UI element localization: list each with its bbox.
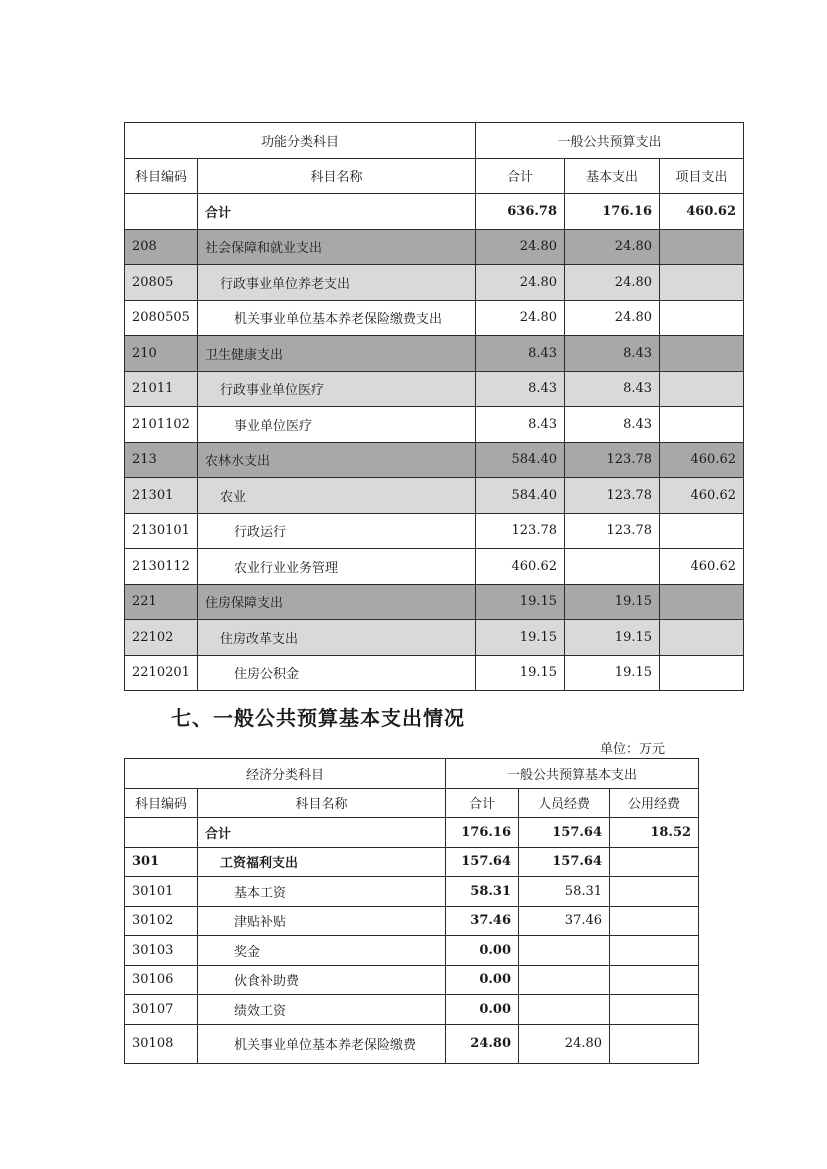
- row-basic: [565, 549, 660, 585]
- row-basic: 8.43: [565, 336, 660, 372]
- row-project: [660, 300, 744, 336]
- col-total: 合计: [446, 788, 519, 818]
- row-basic: 24.80: [565, 229, 660, 265]
- table-row: [125, 936, 699, 966]
- table-header-row: [125, 123, 744, 159]
- table-row: [125, 877, 699, 907]
- row-name: 农林水支出: [198, 442, 476, 478]
- table-row: [125, 229, 744, 265]
- table-row: [125, 1024, 699, 1063]
- row-total: 584.40: [476, 478, 565, 514]
- total-code: [125, 194, 198, 230]
- row-name: 住房公积金: [198, 655, 476, 691]
- row-personnel: 24.80: [519, 1024, 610, 1063]
- row-total: 19.15: [476, 584, 565, 620]
- row-public: [610, 877, 699, 907]
- total-total: 176.16: [446, 818, 519, 848]
- total-total: 636.78: [476, 194, 565, 230]
- row-total: 0.00: [446, 965, 519, 995]
- row-name: 津贴补贴: [198, 906, 446, 936]
- row-basic: 8.43: [565, 371, 660, 407]
- row-total: 24.80: [476, 265, 565, 301]
- row-basic: 19.15: [565, 584, 660, 620]
- total-basic: 176.16: [565, 194, 660, 230]
- row-code: 21011: [125, 371, 198, 407]
- row-public: [610, 995, 699, 1025]
- row-basic: 19.15: [565, 620, 660, 656]
- header-general-basic-expense: 一般公共预算基本支出: [446, 759, 699, 789]
- row-basic: 123.78: [565, 513, 660, 549]
- row-project: [660, 336, 744, 372]
- functional-budget-table: [124, 122, 744, 691]
- row-code: 30103: [125, 936, 198, 966]
- row-total: 0.00: [446, 936, 519, 966]
- row-project: [660, 513, 744, 549]
- row-project: 460.62: [660, 442, 744, 478]
- total-name: 合计: [198, 194, 476, 230]
- row-total: 24.80: [476, 300, 565, 336]
- row-name: 绩效工资: [198, 995, 446, 1025]
- row-name: 行政事业单位医疗: [198, 371, 476, 407]
- row-project: [660, 407, 744, 443]
- table-row: [125, 300, 744, 336]
- row-code: 210: [125, 336, 198, 372]
- row-name: 卫生健康支出: [198, 336, 476, 372]
- row-code: 2210201: [125, 655, 198, 691]
- row-personnel: [519, 936, 610, 966]
- col-personnel: 人员经费: [519, 788, 610, 818]
- table-row: [125, 995, 699, 1025]
- row-name: 伙食补助费: [198, 965, 446, 995]
- table-row: [125, 336, 744, 372]
- row-name: 住房改革支出: [198, 620, 476, 656]
- header-general-budget-expense: 一般公共预算支出: [476, 123, 744, 159]
- row-code: 22102: [125, 620, 198, 656]
- row-code: 208: [125, 229, 198, 265]
- row-code: 20805: [125, 265, 198, 301]
- row-total: 8.43: [476, 407, 565, 443]
- row-name: 农业行业业务管理: [198, 549, 476, 585]
- row-personnel: 58.31: [519, 877, 610, 907]
- row-personnel: 37.46: [519, 906, 610, 936]
- row-personnel: [519, 995, 610, 1025]
- row-basic: 24.80: [565, 300, 660, 336]
- row-code: 2130101: [125, 513, 198, 549]
- header-economic-category: 经济分类科目: [125, 759, 446, 789]
- row-name: 机关事业单位基本养老保险缴费支出: [198, 300, 476, 336]
- total-project: 460.62: [660, 194, 744, 230]
- row-name: 行政事业单位养老支出: [198, 265, 476, 301]
- col-code: 科目编码: [125, 788, 198, 818]
- total-name: 合计: [198, 818, 446, 848]
- row-total: 123.78: [476, 513, 565, 549]
- row-basic: 123.78: [565, 478, 660, 514]
- row-name: 事业单位医疗: [198, 407, 476, 443]
- row-code: 301: [125, 847, 198, 877]
- row-project: [660, 265, 744, 301]
- table-column-row: [125, 788, 699, 818]
- total-code: [125, 818, 198, 848]
- table-row: [125, 906, 699, 936]
- row-code: 2101102: [125, 407, 198, 443]
- row-project: 460.62: [660, 478, 744, 514]
- row-code: 221: [125, 584, 198, 620]
- row-public: [610, 965, 699, 995]
- col-public: 公用经费: [610, 788, 699, 818]
- row-total: 24.80: [476, 229, 565, 265]
- row-name: 工资福利支出: [198, 847, 446, 877]
- row-basic: 123.78: [565, 442, 660, 478]
- table-header-row: [125, 759, 699, 789]
- row-name: 奖金: [198, 936, 446, 966]
- total-public: 18.52: [610, 818, 699, 848]
- row-name: 行政运行: [198, 513, 476, 549]
- row-total: 8.43: [476, 371, 565, 407]
- table-row: [125, 847, 699, 877]
- row-total: 37.46: [446, 906, 519, 936]
- table-column-row: [125, 158, 744, 194]
- row-code: 30101: [125, 877, 198, 907]
- row-project: [660, 655, 744, 691]
- total-row: [125, 194, 744, 230]
- table-row: [125, 620, 744, 656]
- row-project: [660, 371, 744, 407]
- row-code: 2080505: [125, 300, 198, 336]
- table-row: [125, 407, 744, 443]
- table-row: [125, 478, 744, 514]
- row-project: [660, 620, 744, 656]
- header-functional-category: 功能分类科目: [125, 123, 476, 159]
- row-total: 58.31: [446, 877, 519, 907]
- row-name: 基本工资: [198, 877, 446, 907]
- col-total: 合计: [476, 158, 565, 194]
- row-public: [610, 847, 699, 877]
- row-name: 社会保障和就业支出: [198, 229, 476, 265]
- total-row: [125, 818, 699, 848]
- col-code: 科目编码: [125, 158, 198, 194]
- row-project: [660, 229, 744, 265]
- row-public: [610, 906, 699, 936]
- row-public: [610, 1024, 699, 1063]
- row-personnel: [519, 965, 610, 995]
- row-personnel: 157.64: [519, 847, 610, 877]
- row-project: 460.62: [660, 549, 744, 585]
- table-row: [125, 265, 744, 301]
- row-public: [610, 936, 699, 966]
- table-row: [125, 655, 744, 691]
- row-total: 24.80: [446, 1024, 519, 1063]
- row-total: 8.43: [476, 336, 565, 372]
- row-name: 机关事业单位基本养老保险缴费: [198, 1024, 446, 1063]
- section-title: 七、一般公共预算基本支出情况: [171, 706, 465, 730]
- economic-basic-expense-table: [124, 758, 699, 1064]
- table-row: [125, 549, 744, 585]
- row-basic: 24.80: [565, 265, 660, 301]
- row-total: 584.40: [476, 442, 565, 478]
- row-total: 19.15: [476, 620, 565, 656]
- table-row: [125, 442, 744, 478]
- row-basic: 8.43: [565, 407, 660, 443]
- row-name: 农业: [198, 478, 476, 514]
- row-code: 30107: [125, 995, 198, 1025]
- row-code: 213: [125, 442, 198, 478]
- row-basic: 19.15: [565, 655, 660, 691]
- row-total: 19.15: [476, 655, 565, 691]
- col-project: 项目支出: [660, 158, 744, 194]
- unit-label: 单位：万元: [600, 742, 666, 757]
- row-code: 2130112: [125, 549, 198, 585]
- row-code: 30108: [125, 1024, 198, 1063]
- row-project: [660, 584, 744, 620]
- col-name: 科目名称: [198, 788, 446, 818]
- row-total: 0.00: [446, 995, 519, 1025]
- table-row: [125, 371, 744, 407]
- total-personnel: 157.64: [519, 818, 610, 848]
- col-name: 科目名称: [198, 158, 476, 194]
- row-name: 住房保障支出: [198, 584, 476, 620]
- table-row: [125, 513, 744, 549]
- table-row: [125, 584, 744, 620]
- table-row: [125, 965, 699, 995]
- row-total: 460.62: [476, 549, 565, 585]
- row-total: 157.64: [446, 847, 519, 877]
- row-code: 30106: [125, 965, 198, 995]
- col-basic: 基本支出: [565, 158, 660, 194]
- row-code: 30102: [125, 906, 198, 936]
- row-code: 21301: [125, 478, 198, 514]
